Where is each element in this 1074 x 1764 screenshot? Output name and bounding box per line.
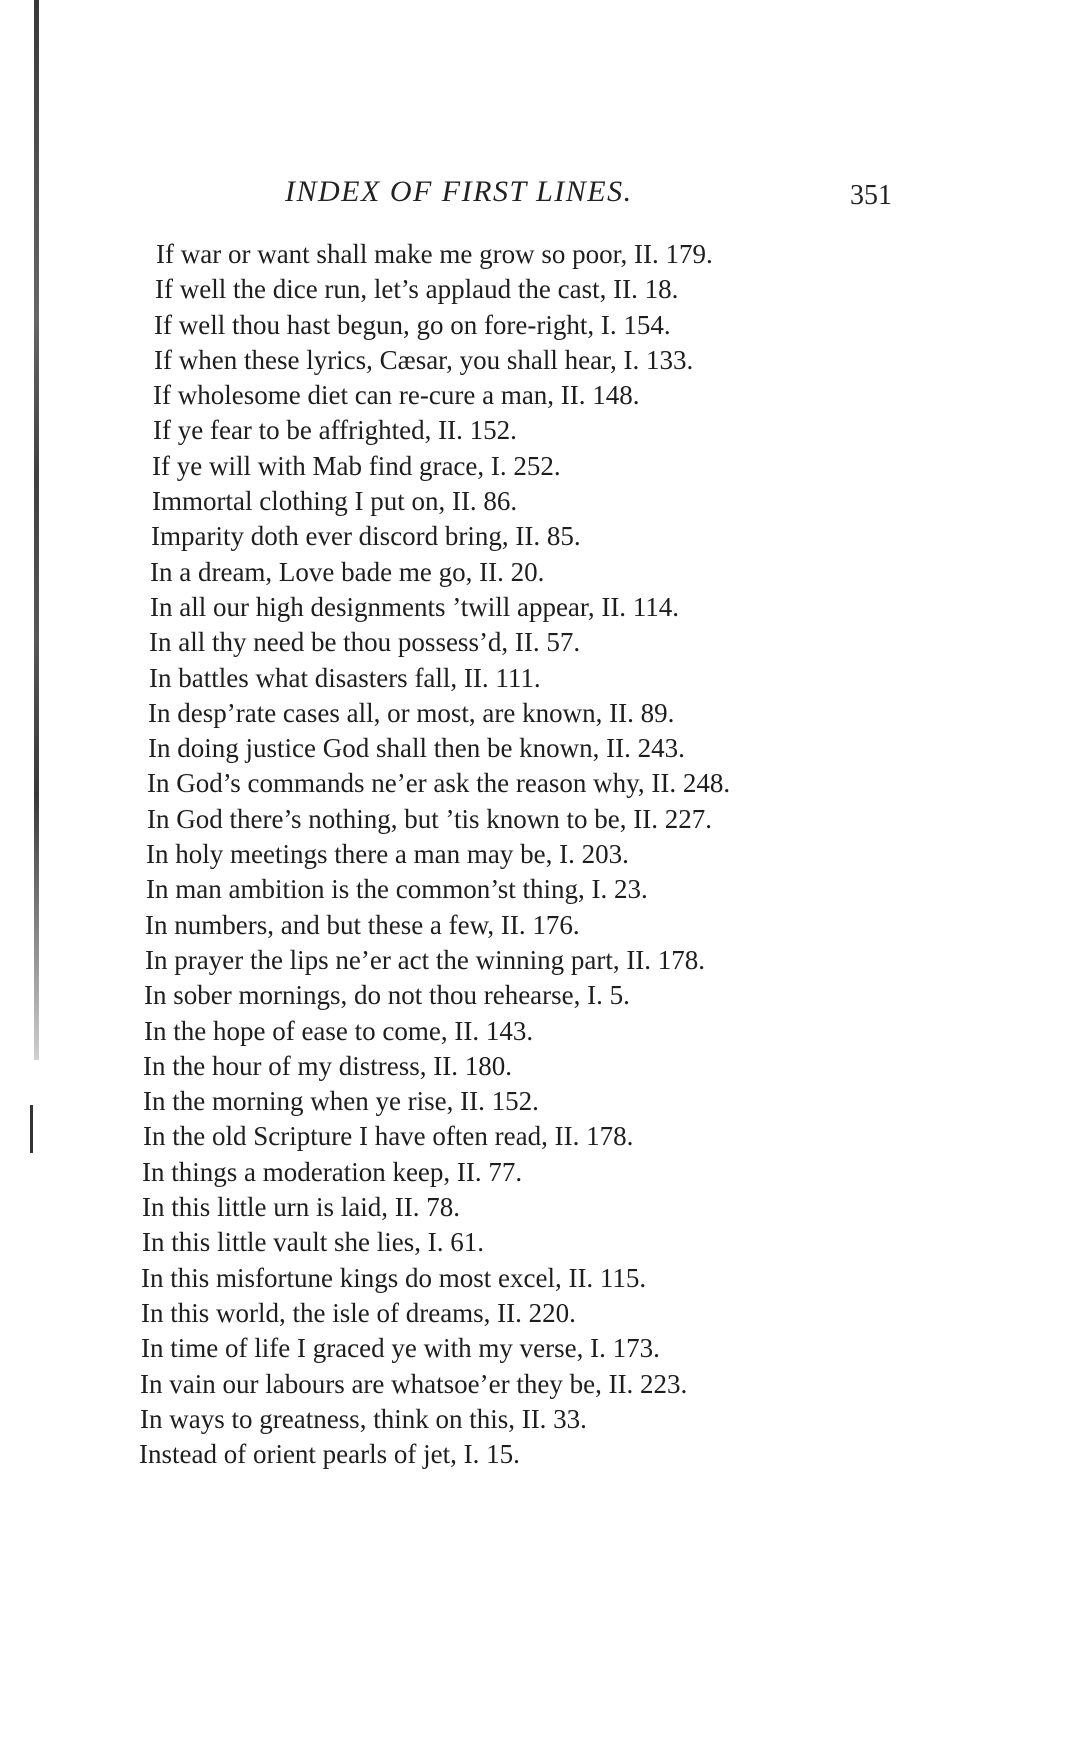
index-entry: In time of life I graced ye with my verse, I. 173. [141,1333,660,1364]
index-entry: In all our high designments ’twill appear, II. 114. [150,591,680,622]
index-entry: In doing justice God shall then be known, II. 243. [148,733,685,764]
index-entry: Instead of orient pearls of jet, I. 15. [139,1439,520,1470]
index-entry: In battles what disasters fall, II. 111. [149,662,541,693]
index-entry: Imparity doth ever discord bring, II. 85. [151,521,581,552]
index-entry: In sober mornings, do not thou rehearse, I. 5. [144,980,630,1011]
index-entry: If when these lyrics, Cæsar, you shall hear, I. 133. [154,344,694,375]
index-entry: In desp’rate cases all, or most, are known, II. 89. [148,697,675,728]
index-entry: In the hope of ease to come, II. 143. [144,1015,534,1046]
page-title: INDEX OF FIRST LINES. [285,175,633,208]
index-entry: If well the dice run, let’s applaud the cast, II. 18. [155,274,679,305]
index-entry: In the old Scripture I have often read, II. 178. [143,1121,634,1152]
index-entry: In a dream, Love bade me go, II. 20. [150,556,545,587]
index-entry: In all thy need be thou possess’d, II. 57. [149,627,581,658]
index-entry: In the hour of my distress, II. 180. [143,1050,512,1081]
index-entry: If wholesome diet can re-cure a man, II. 148. [153,380,640,411]
page-number: 351 [850,180,892,211]
index-entry: In holy meetings there a man may be, I. 203. [146,839,629,870]
index-entry: In the morning when ye rise, II. 152. [143,1086,539,1117]
page-binding-edge [34,0,39,1060]
index-entry: In God there’s nothing, but ’tis known to be, II. 227. [147,803,712,834]
index-entry: If war or want shall make me grow so poor, II. 179. [156,239,713,269]
index-entry: In vain our labours are whatsoe’er they be, II. 223. [140,1368,688,1399]
index-entry-list [140,237,1040,1472]
index-entry: In numbers, and but these a few, II. 176. [145,909,580,940]
index-entry: If ye fear to be affrighted, II. 152. [153,415,517,446]
index-entry: In ways to greatness, think on this, II. 33. [140,1403,587,1434]
binding-mark [30,1105,33,1153]
index-entry: In things a moderation keep, II. 77. [142,1156,523,1187]
index-entry: In man ambition is the common’st thing, I. 23. [146,874,648,905]
index-entry: If well thou hast begun, go on fore-right, I. 154. [154,309,671,340]
index-entry: If ye will with Mab find grace, I. 252. [152,450,561,481]
index-entry: In this little vault she lies, I. 61. [142,1227,484,1258]
index-entry: Immortal clothing I put on, II. 86. [152,486,518,517]
index-entry: In this misfortune kings do most excel, II. 115. [141,1262,647,1293]
index-entry: In God’s commands ne’er ask the reason why, II. 248. [147,768,731,799]
index-entry: In this little urn is laid, II. 78. [142,1192,460,1223]
index-entry: In this world, the isle of dreams, II. 220. [141,1297,576,1328]
index-entry: In prayer the lips ne’er act the winning part, II. 178. [145,944,706,975]
